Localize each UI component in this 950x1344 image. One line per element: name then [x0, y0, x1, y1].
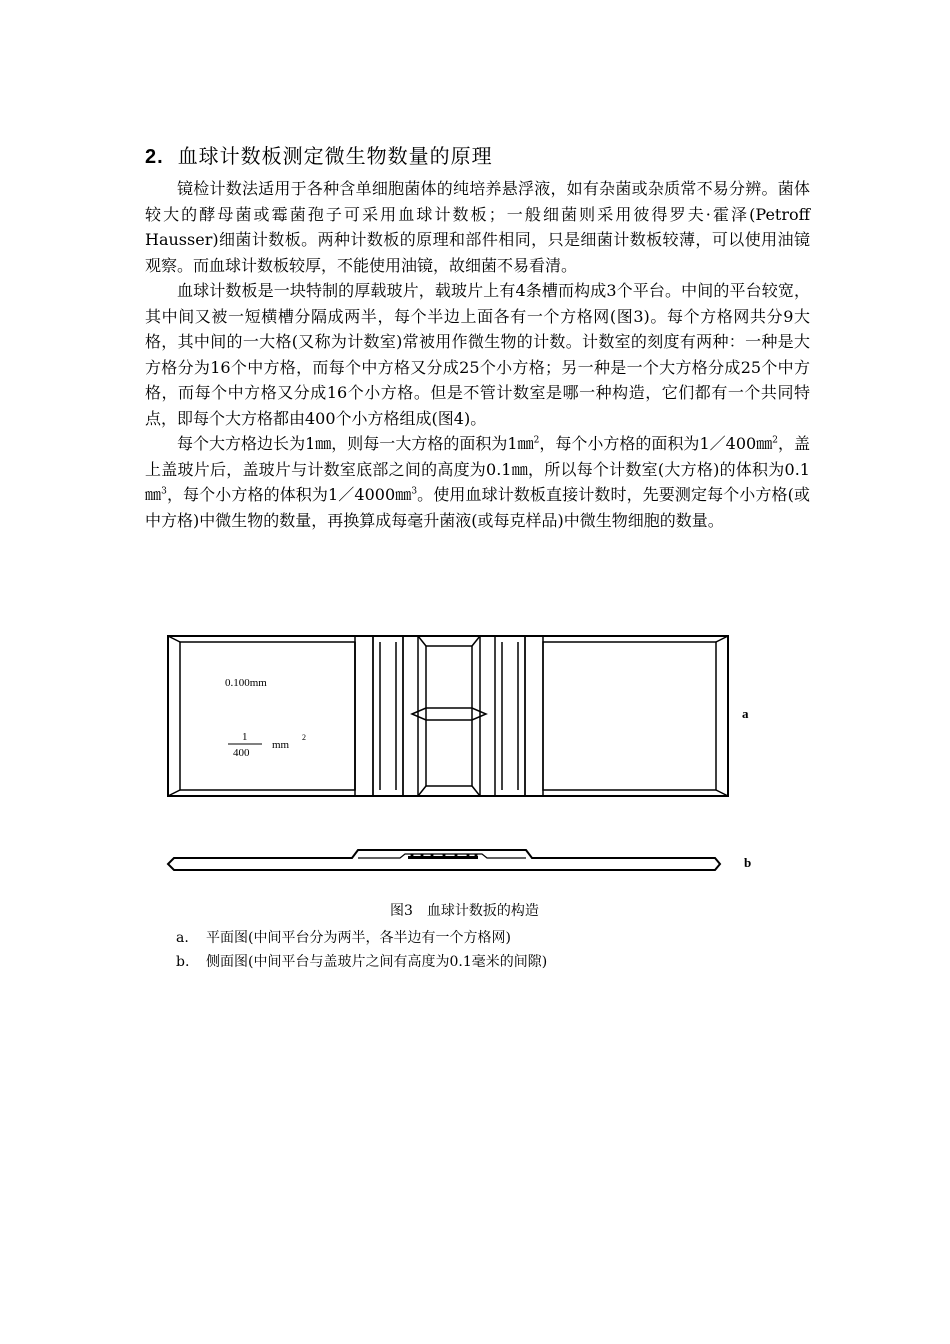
side-view	[168, 850, 720, 870]
label-a: a	[742, 706, 749, 721]
paragraph-1: 镜检计数法适用于各种含单细胞菌体的纯培养悬浮液，如有杂菌或杂质常不易分辨。菌体较大的酵母菌或霉菌孢子可采用血球计数板；一般细菌则采用彼得罗夫·霍泽(Petroff Hausser)细菌计数板。两种计数板的原理和部件相同，只是细菌计数板较薄，可以使用油镜观察。而血球计数板较厚，不能使用油镜，故细菌不易看清。	[145, 179, 810, 275]
caption-label: 图3	[390, 903, 413, 919]
note-text: 侧面图(中间平台与盖玻片之间有高度为0.1毫米的间隙)	[206, 954, 548, 970]
groove-left-outer	[355, 636, 373, 796]
body-text	[145, 176, 810, 533]
superscript: 2	[533, 435, 540, 446]
groove-left	[373, 636, 403, 796]
figure-notes	[176, 926, 547, 974]
section-number: 2.	[145, 146, 164, 168]
label-b: b	[744, 855, 752, 870]
paragraph-3	[145, 431, 810, 533]
section-title: 血球计数板测定微生物数量的原理	[177, 144, 493, 168]
note-key: a.	[176, 930, 189, 946]
central-groove	[412, 708, 486, 720]
section-heading	[145, 140, 493, 169]
p3-part-c: ，盖上盖玻片后，盖玻片与计数室底部之间的高度为0.1㎜，所以每个计数室(大方格)的体积为0.1㎜	[145, 434, 810, 504]
figure-caption	[390, 900, 539, 920]
superscript: 3	[411, 486, 418, 497]
superscript: 3	[161, 486, 167, 497]
paragraph-2: 血球计数板是一块特制的厚载玻片，载玻片上有4条槽而构成3个平台。中间的平台较宽，其中间又被一短横槽分隔成两半，每个半边上面各有一个方格网(图3)。每个方格网共分9大格，其中间的一大格(又称为计数室)常被用作微生物的计数。计数室的刻度有两种：一种是大方格分为16个中方格，而每个中方格又分成25个小方格；另一种是一个大方格分成25个中方格，而每个中方格又分成16个小方格。但是不管计数室是哪一种构造，它们都有一个共同特点，即每个大方格都由400个小方格组成(图4)。	[145, 281, 810, 428]
right-platform	[543, 642, 716, 790]
groove-right-outer	[525, 636, 543, 796]
p3-part-e: 。使用血球计数板直接计数时，先要测定每个小方格(或中方格)中微生物的数量，再换算成每毫升菌液(或每克样品)中微生物细胞的数量。	[145, 485, 810, 530]
fraction-numerator: 1	[242, 731, 248, 743]
p3-part-d: ，每个小方格的体积为1／4000㎜	[166, 485, 412, 504]
central-platform	[418, 636, 480, 796]
slide-outline	[168, 636, 728, 796]
p3-part-a: 每个大方格边长为1㎜，则每一大方格的面积为1㎜	[177, 434, 534, 453]
note-b	[176, 950, 547, 974]
area-unit: mm	[272, 739, 290, 751]
fraction-denominator: 400	[233, 747, 250, 759]
note-text: 平面图(中间平台分为两半，各半边有一个方格网)	[206, 930, 511, 946]
p3-part-b: ，每个小方格的面积为1／400㎜	[539, 434, 773, 453]
counting-chamber-figure	[160, 628, 780, 888]
superscript: 2	[772, 435, 778, 446]
note-a	[176, 926, 547, 950]
depth-label: 0.100mm	[225, 677, 267, 689]
left-platform	[180, 642, 355, 790]
area-exponent: 2	[302, 733, 306, 742]
note-key: b.	[176, 954, 190, 970]
groove-right	[495, 636, 525, 796]
caption-title: 血球计数扳的构造	[426, 903, 539, 919]
